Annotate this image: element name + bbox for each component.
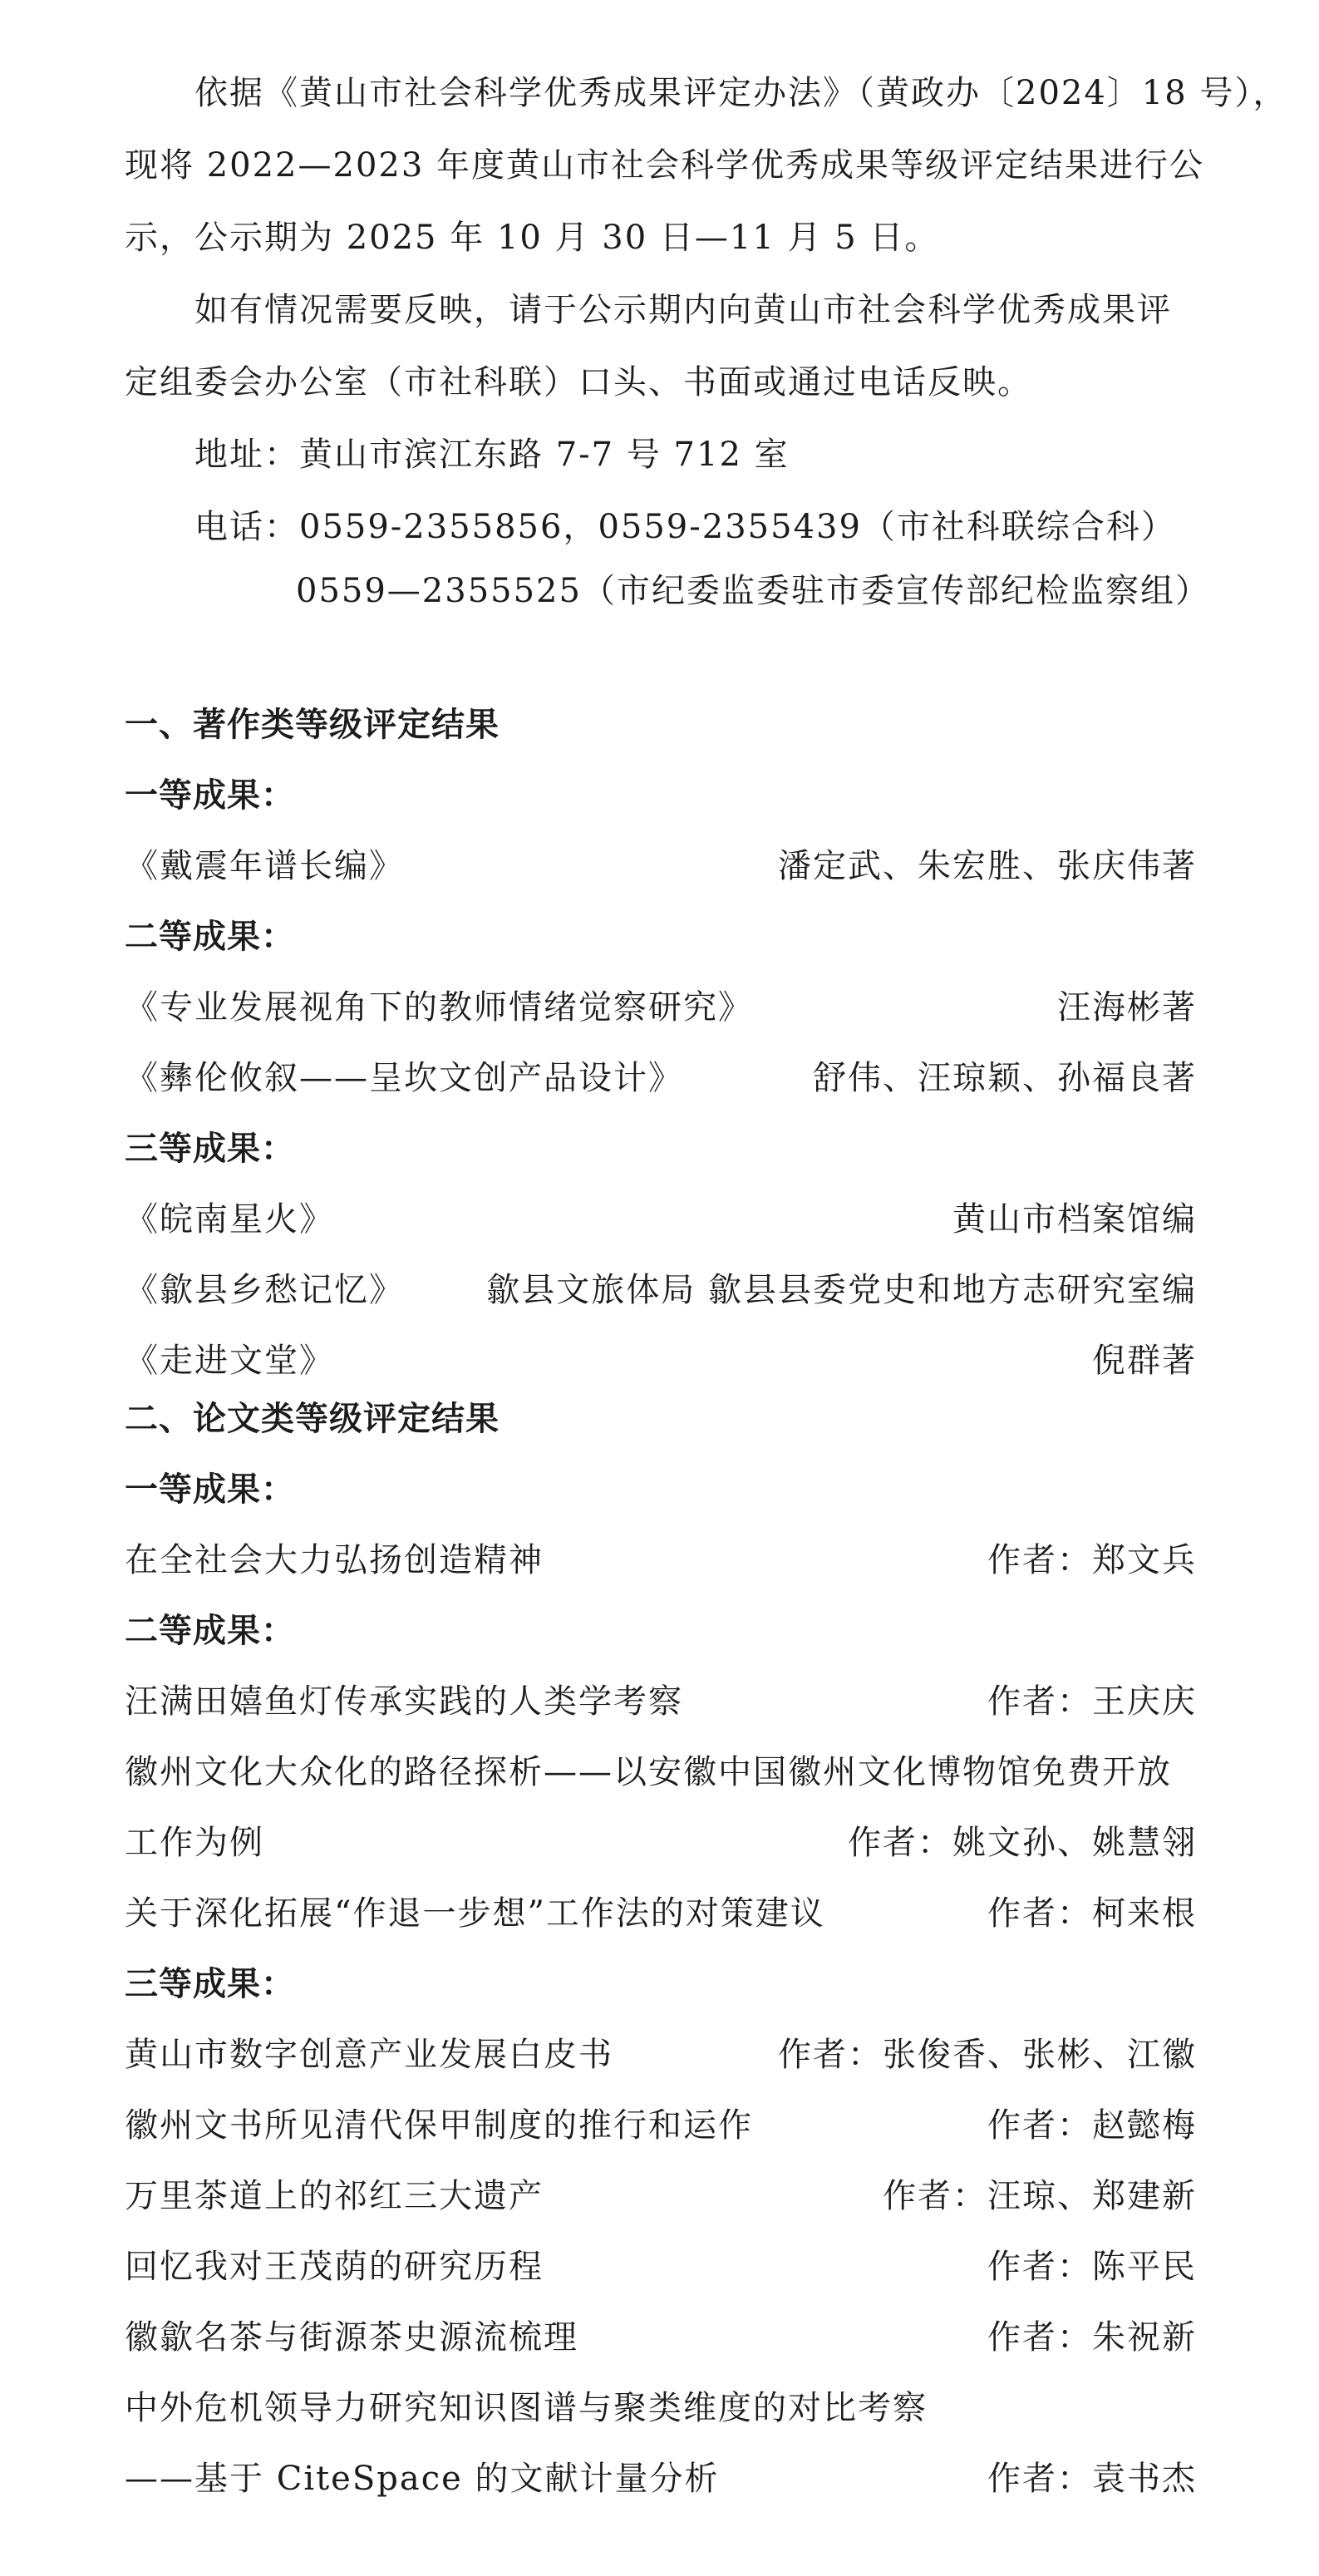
grade-label: 一等成果： bbox=[125, 776, 295, 815]
section-heading-papers: 二、论文类等级评定结果 bbox=[125, 1400, 500, 1438]
result-entry bbox=[125, 2030, 1197, 2080]
entry-author: 倪群著 bbox=[1092, 1342, 1197, 1380]
entry-author: 作者：柯来根 bbox=[987, 1894, 1197, 1933]
entry-title: 《彝伦攸叙——呈坎文创产品设计》 bbox=[125, 1059, 683, 1097]
intro-line: 现将 2022—2023 年度黄山市社会科学优秀成果等级评定结果进行公 bbox=[125, 146, 1205, 185]
result-entry bbox=[125, 2312, 1197, 2362]
result-entry bbox=[125, 1336, 1197, 1386]
intro-line: 定组委会办公室（市社科联）口头、书面或通过电话反映。 bbox=[125, 363, 1032, 401]
entry-title: 工作为例 bbox=[125, 1824, 264, 1862]
result-entry bbox=[125, 2101, 1197, 2150]
intro-line: 示，公示期为 2025 年 10 月 30 日—11 月 5 日。 bbox=[125, 219, 940, 257]
result-entry bbox=[125, 2171, 1197, 2221]
entry-title: 万里茶道上的祁红三大遗产 bbox=[125, 2177, 544, 2215]
intro-line: 如有情况需要反映，请于公示期内向黄山市社会科学优秀成果评 bbox=[125, 291, 1172, 329]
phone-line: 0559—2355525（市纪委监委驻市委宣传部纪检监察组） bbox=[296, 572, 1210, 610]
grade-label: 三等成果： bbox=[125, 1965, 295, 2003]
entry-title: 在全社会大力弘扬创造精神 bbox=[125, 1541, 544, 1579]
entry-author: 作者：赵懿梅 bbox=[987, 2106, 1197, 2145]
entry-author: 作者：郑文兵 bbox=[987, 1541, 1197, 1579]
result-entry bbox=[125, 1677, 1197, 1726]
entry-title-continued: 徽州文化大众化的路径探析——以安徽中国徽州文化博物馆免费开放 bbox=[125, 1753, 1172, 1791]
result-entry bbox=[125, 1889, 1197, 1938]
result-entry bbox=[125, 1535, 1197, 1585]
entry-title: 汪满田嬉鱼灯传承实践的人类学考察 bbox=[125, 1682, 683, 1721]
entry-title: 《歙县乡愁记忆》 bbox=[125, 1271, 404, 1309]
grade-label: 二等成果： bbox=[125, 1612, 295, 1650]
entry-author: 黄山市档案馆编 bbox=[952, 1200, 1197, 1239]
phone-line: 电话：0559-2355856，0559-2355439（市社科联综合科） bbox=[125, 508, 1176, 546]
entry-title: 关于深化拓展“作退一步想”工作法的对策建议 bbox=[125, 1894, 825, 1933]
grade-label: 三等成果： bbox=[125, 1130, 295, 1168]
entry-author: 作者：袁书杰 bbox=[987, 2460, 1197, 2498]
grade-label: 二等成果： bbox=[125, 918, 295, 956]
entry-title: 《走进文堂》 bbox=[125, 1342, 334, 1380]
result-entry bbox=[125, 1818, 1197, 1868]
entry-author: 潘定武、朱宏胜、张庆伟著 bbox=[778, 847, 1197, 885]
entry-title: 徽州文书所见清代保甲制度的推行和运作 bbox=[125, 2106, 753, 2145]
result-entry bbox=[125, 1265, 1197, 1315]
entry-title: 《专业发展视角下的教师情绪觉察研究》 bbox=[125, 988, 753, 1027]
entry-author: 舒伟、汪琼颖、孙福良著 bbox=[813, 1059, 1197, 1097]
address-line: 地址：黄山市滨江东路 7-7 号 712 室 bbox=[125, 436, 790, 474]
result-entry bbox=[125, 2242, 1197, 2292]
section-heading-books: 一、著作类等级评定结果 bbox=[125, 706, 500, 744]
entry-title: 《皖南星火》 bbox=[125, 1200, 334, 1239]
entry-author: 汪海彬著 bbox=[1057, 988, 1197, 1027]
result-entry bbox=[125, 841, 1197, 891]
entry-author: 作者：汪琼、郑建新 bbox=[883, 2177, 1197, 2215]
entry-title: 回忆我对王茂荫的研究历程 bbox=[125, 2248, 544, 2286]
entry-author: 作者：姚文孙、姚慧翎 bbox=[848, 1824, 1197, 1862]
entry-author: 作者：陈平民 bbox=[987, 2248, 1197, 2286]
entry-title: ——基于 CiteSpace 的文献计量分析 bbox=[125, 2460, 720, 2498]
entry-author: 作者：王庆庆 bbox=[987, 1682, 1197, 1721]
intro-line: 依据《黄山市社会科学优秀成果评定办法》（黄政办〔2024〕18 号）， bbox=[125, 74, 1288, 112]
entry-title-continued: 中外危机领导力研究知识图谱与聚类维度的对比考察 bbox=[125, 2389, 928, 2427]
entry-author: 作者：张俊香、张彬、江徽 bbox=[778, 2036, 1197, 2074]
entry-author: 歙县文旅体局 歙县县委党史和地方志研究室编 bbox=[486, 1271, 1197, 1309]
grade-label: 一等成果： bbox=[125, 1470, 295, 1509]
result-entry bbox=[125, 983, 1197, 1032]
result-entry bbox=[125, 1194, 1197, 1244]
result-entry bbox=[125, 1053, 1197, 1103]
entry-title: 黄山市数字创意产业发展白皮书 bbox=[125, 2036, 613, 2074]
entry-author: 作者：朱祝新 bbox=[987, 2318, 1197, 2357]
entry-title: 徽歙名茶与街源茶史源流梳理 bbox=[125, 2318, 578, 2357]
result-entry bbox=[125, 2454, 1197, 2504]
entry-title: 《戴震年谱长编》 bbox=[125, 847, 404, 885]
